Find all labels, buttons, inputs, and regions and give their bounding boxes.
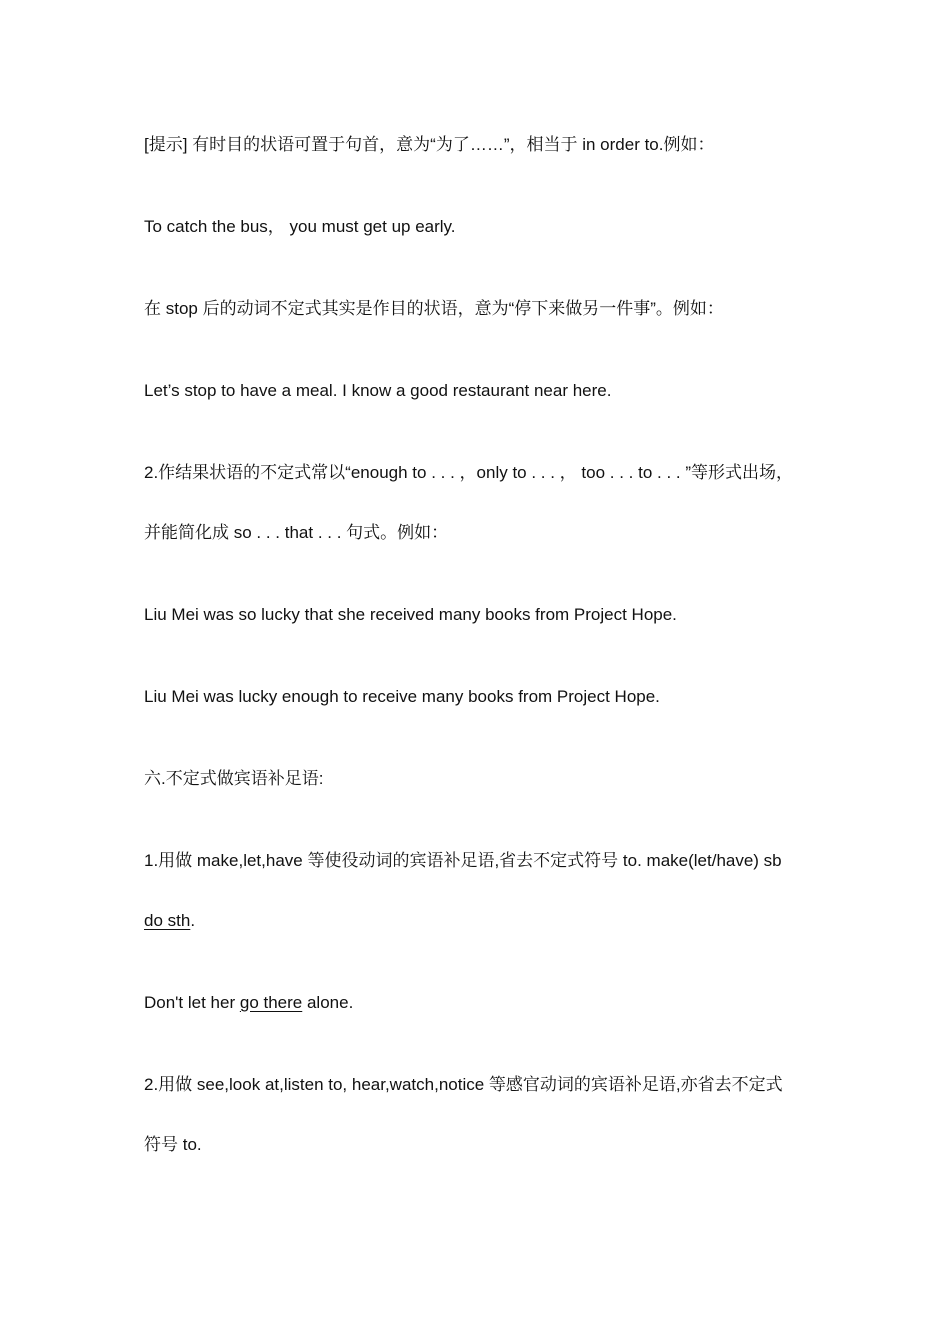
- stop-explanation: 在 stop 后的动词不定式其实是作目的状语，意为“停下来做另一件事”。例如：: [144, 299, 724, 318]
- result-adverbial-rule-cont: 并能简化成 so . . . that . . . 句式。例如：: [144, 523, 449, 542]
- perception-verb-rule-cont: 符号 to.: [144, 1135, 202, 1154]
- underlined-phrase: go there: [239, 993, 303, 1012]
- example-sentence: Liu Mei was so lucky that she received many books from Project Hope.: [144, 605, 677, 624]
- underlined-phrase: do sth: [144, 911, 191, 930]
- causative-verb-rule: 1.用做 make,let,have 等使役动词的宾语补足语,省去不定式符号 to. make(let/have) sb: [144, 851, 782, 870]
- result-adverbial-rule: 2.作结果状语的不定式常以“enough to . . . ，only to . . . ， too . . . to . . . ”等形式出场，: [144, 463, 793, 482]
- example-sentence: Liu Mei was lucky enough to receive many books from Project Hope.: [144, 687, 660, 706]
- example-sentence: To catch the bus， you must get up early.: [144, 217, 456, 236]
- example-sentence: Let’s stop to have a meal. I know a good restaurant near here.: [144, 381, 612, 400]
- causative-verb-rule-cont: [144, 910, 824, 932]
- sentence-start: Don't let her: [144, 993, 240, 1012]
- punctuation: .: [190, 911, 196, 930]
- sentence-end: alone.: [302, 993, 354, 1012]
- example-sentence: [144, 992, 824, 1014]
- section-heading: 六.不定式做宾语补足语:: [144, 769, 324, 788]
- perception-verb-rule: 2.用做 see,look at,listen to, hear,watch,notice 等感官动词的宾语补足语,亦省去不定式: [144, 1075, 783, 1094]
- hint-paragraph: [提示] 有时目的状语可置于句首，意为“为了……”，相当于 in order to.例如：: [144, 135, 715, 154]
